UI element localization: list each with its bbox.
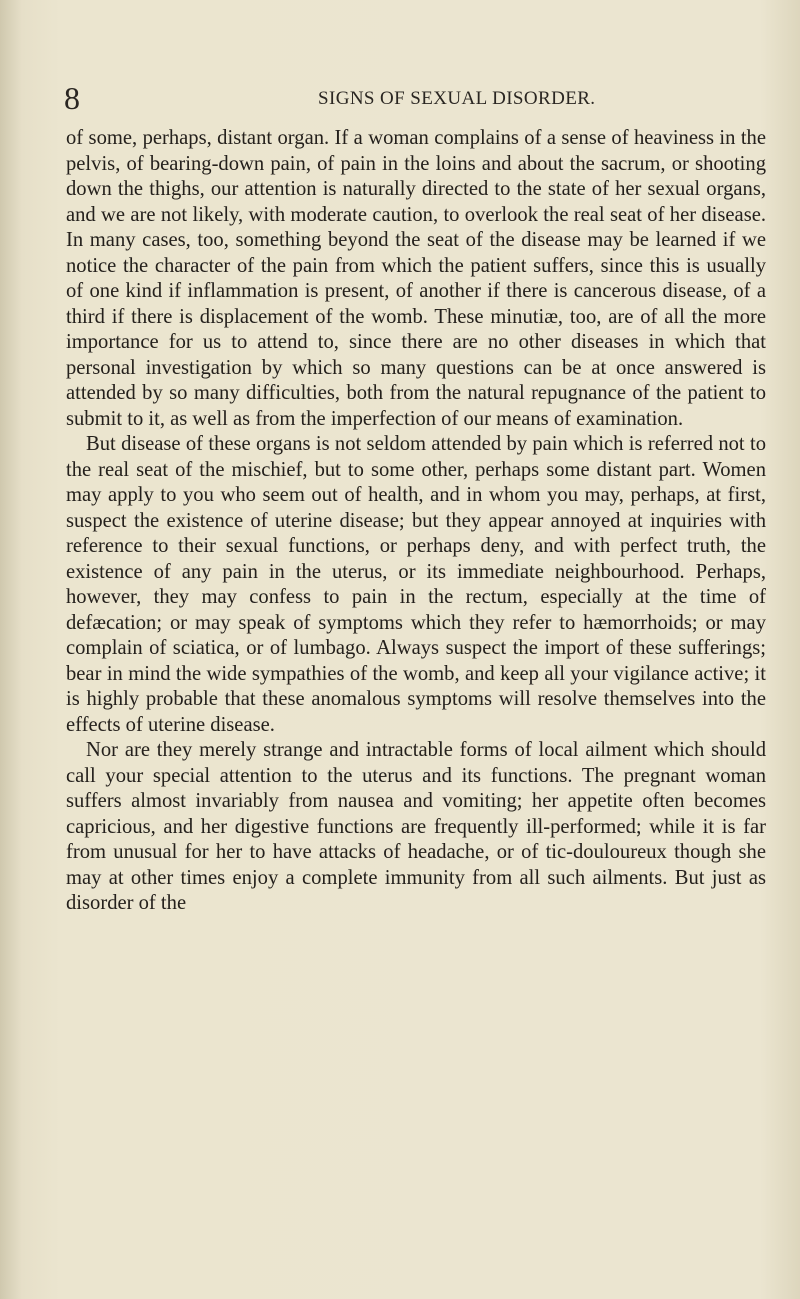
body-text <box>66 126 766 917</box>
running-title: SIGNS OF SEXUAL DISORDER. <box>318 88 596 109</box>
paragraph-3: Nor are they merely strange and intractable forms of local ailment which should call your special attention to the uterus and its functions. The pregnant woman suffers almost invariably from nausea and vomiting; her appetite often becomes capricious, and her digestive functions are frequently ill-performed; while it is far from unusual for her to have attacks of headache, or of tic-douloureux though she may at other times enjoy a complete immunity from all such ailments. But just as disorder of the <box>66 739 766 914</box>
paragraph-1: of some, perhaps, distant organ. If a woman complains of a sense of heaviness in the pelvis, of bearing-down pain, of pain in the loins and about the sacrum, or shooting down the thighs, our attention is naturally directed to the state of her sexual organs, and we are not likely, with moderate caution, to overlook the real seat of her disease. In many cases, too, something beyond the seat of the disease may be learned if we notice the character of the pain from which the patient suffers, since this is usually of one kind if inflammation is present, of another if there is cancerous disease, of a third if there is displacement of the womb. These minutiæ, too, are of all the more importance for us to attend to, since there are no other diseases in which that personal investigation by which so many questions can be at once answered is attended by so many difficulties, both from the natural repugnance of the patient to submit to it, as well as from the imperfection of our means of examination. <box>66 127 766 430</box>
page-number: 8 <box>64 80 80 116</box>
page-header <box>0 82 800 116</box>
paragraph-2: But disease of these organs is not seldom attended by pain which is referred not to the real seat of the mischief, but to some other, perhaps some distant part. Women may apply to you who seem out of health, and in whom you may, perhaps, at first, suspect the existence of uterine disease; but they appear annoyed at inquiries with reference to their sexual functions, or perhaps deny, and with perfect truth, the existence of any pain in the uterus, or its immediate neighbourhood. Perhaps, however, they may confess to pain in the rectum, especially at the time of defæcation; or may speak of symptoms which they refer to hæmorrhoids; or may complain of sciatica, or of lumbago. Always suspect the import of these sufferings; bear in mind the wide sympathies of the womb, and keep all your vigilance active; it is highly probable that these anomalous symptoms will resolve themselves into the effects of uterine disease. <box>66 433 766 736</box>
